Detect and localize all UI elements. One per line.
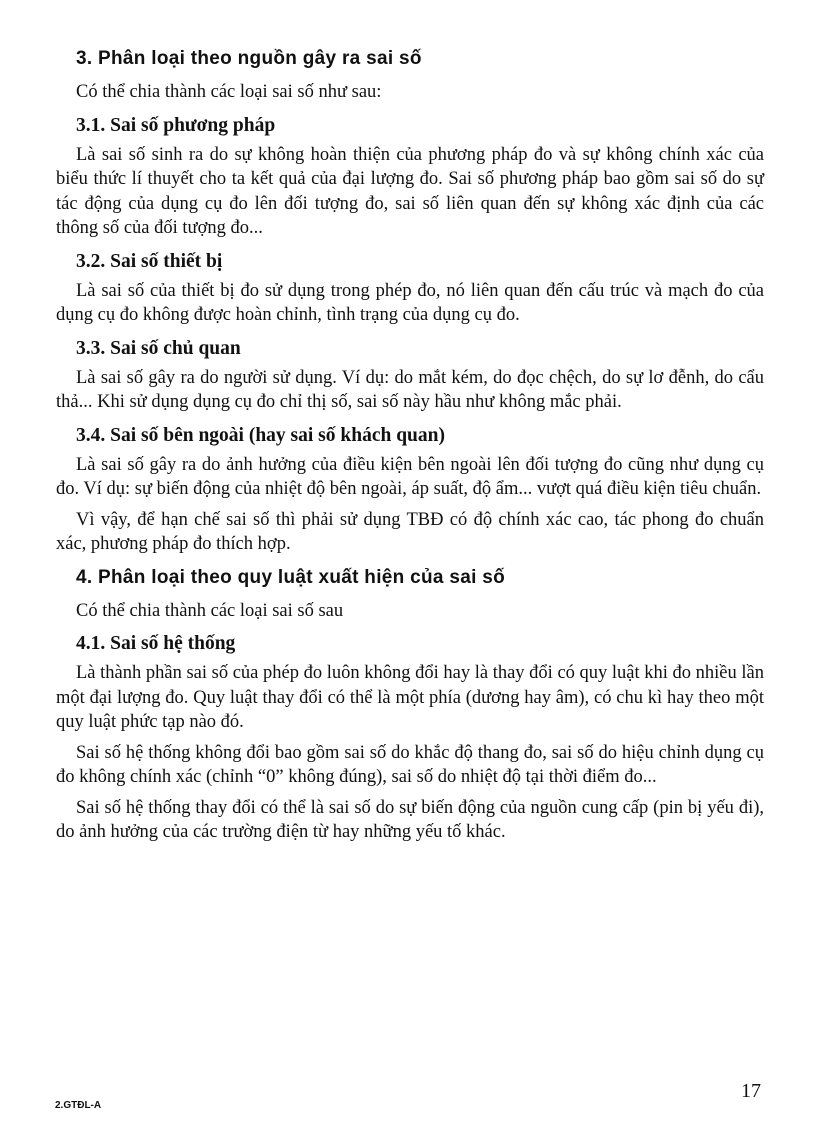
section-4-1-paragraph-3: Sai số hệ thống thay đổi có thể là sai số do sự biến động của nguồn cung cấp (pin bị yếu đi), do ảnh hưởng của các trường điện từ hay những yếu tố khác. xyxy=(56,797,764,842)
section-4-intro: Có thể chia thành các loại sai số sau xyxy=(76,600,344,621)
section-3-3-text: Là sai số gây ra do người sử dụng. Ví dụ: do mắt kém, do đọc chệch, do sự lơ đễnh, do cẩu thả... Khi sử dụng dụng cụ đo chỉ thị số, sai số này hầu như không mắc phải. xyxy=(56,367,764,412)
document-page xyxy=(56,44,764,851)
section-4-1-paragraph-2: Sai số hệ thống không đổi bao gồm sai số do khắc độ thang đo, sai số do hiệu chỉnh dụng cụ đo không chính xác (chỉnh “0” không đúng), sai số do nhiệt độ tại thời điểm đo... xyxy=(56,742,764,787)
section-4-1-paragraph-1: Là thành phần sai số của phép đo luôn không đổi hay là thay đổi có quy luật khi đo nhiều lần một đại lượng đo. Quy luật thay đổi có thể là một phía (dương hay âm), có chu kì hay theo một quy luật phức tạp nào đó. xyxy=(56,663,764,732)
book-code: 2.GTĐL-A xyxy=(55,1100,102,1111)
section-4-heading: 4. Phân loại theo quy luật xuất hiện của sai số xyxy=(76,566,506,588)
section-3-3-heading: 3.3. Sai số chủ quan xyxy=(76,337,241,359)
page-number: 17 xyxy=(741,1080,761,1102)
section-3-1-text: Là sai số sinh ra do sự không hoàn thiện của phương pháp đo và sự không chính xác của biểu thức lí thuyết cho ta kết quả của đại lượng đo. Sai số phương pháp bao gồm sai số do sự tác động của dụng cụ đo lên đối tượng đo, sai số liên quan đến sự không xác định của các thông số của đối tượng đo... xyxy=(56,144,764,238)
section-4-1-heading: 4.1. Sai số hệ thống xyxy=(76,633,236,654)
section-3-intro: Có thể chia thành các loại sai số như sau: xyxy=(76,82,382,102)
section-3-2-heading: 3.2. Sai số thiết bị xyxy=(76,250,223,272)
section-3-2-text: Là sai số của thiết bị đo sử dụng trong phép đo, nó liên quan đến cấu trúc và mạch đo của dụng cụ đo không được hoàn chỉnh, tình trạng của dụng cụ đo. xyxy=(56,280,764,325)
section-3-conclusion: Vì vậy, để hạn chế sai số thì phải sử dụng TBĐ có độ chính xác cao, tác phong đo chuẩn xác, phương pháp đo thích hợp. xyxy=(56,509,764,554)
section-3-heading: 3. Phân loại theo nguồn gây ra sai số xyxy=(76,48,422,69)
section-3-1-heading: 3.1. Sai số phương pháp xyxy=(76,114,276,136)
section-3-4-text: Là sai số gây ra do ảnh hưởng của điều kiện bên ngoài lên đối tượng đo cũng như dụng cụ đo. Ví dụ: sự biến động của nhiệt độ bên ngoài, áp suất, độ ẩm... vượt quá điều kiện tiêu chuẩn. xyxy=(56,454,764,499)
section-3-4-heading: 3.4. Sai số bên ngoài (hay sai số khách quan) xyxy=(76,424,445,446)
